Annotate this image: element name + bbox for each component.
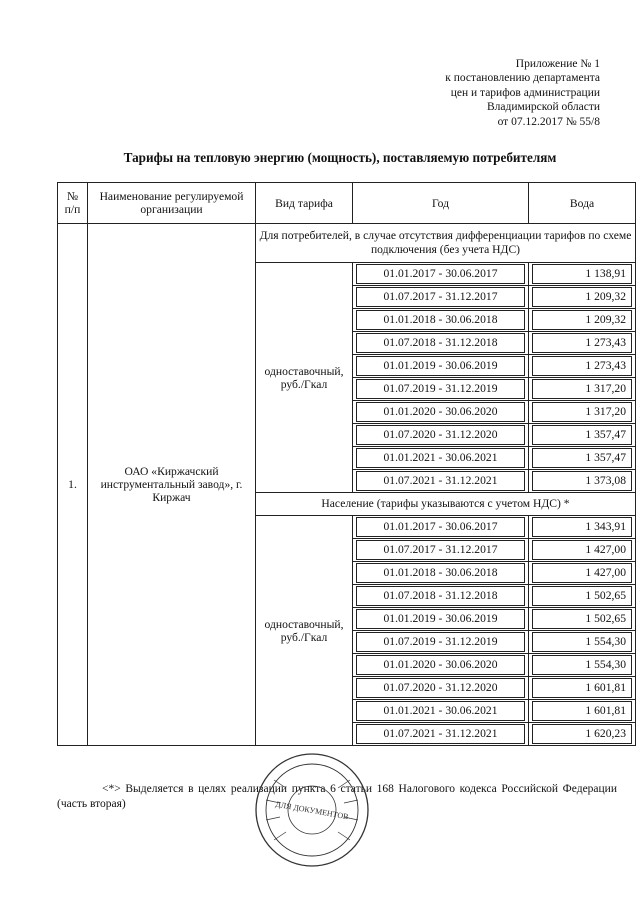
svg-text:ДЛЯ ДОКУМЕНТОВ: ДЛЯ ДОКУМЕНТОВ (274, 799, 350, 822)
water-value-text: 1 502,65 (532, 586, 632, 606)
water-value-text: 1 554,30 (532, 655, 632, 675)
period-text: 01.07.2018 - 31.12.2018 (356, 586, 525, 606)
water-value-cell (529, 654, 636, 677)
water-value-cell (529, 332, 636, 355)
period-cell (353, 447, 529, 470)
water-value-cell (529, 631, 636, 654)
water-value-text: 1 601,81 (532, 701, 632, 721)
appendix-line: к постановлению департамента (445, 72, 600, 85)
water-value-text: 1 273,43 (532, 333, 632, 353)
appendix-line: от 07.12.2017 № 55/8 (497, 115, 600, 128)
group-heading-row (58, 224, 636, 263)
water-value-text: 1 209,32 (532, 310, 632, 330)
period-cell (353, 470, 529, 493)
period-cell (353, 516, 529, 539)
water-value-text: 1 601,81 (532, 678, 632, 698)
period-text: 01.01.2017 - 30.06.2017 (356, 517, 525, 537)
period-text: 01.01.2021 - 30.06.2021 (356, 448, 525, 468)
col-header-water: Вода (529, 183, 636, 224)
water-value-text: 1 357,47 (532, 425, 632, 445)
period-cell (353, 286, 529, 309)
water-value-text: 1 373,08 (532, 471, 632, 491)
period-cell (353, 539, 529, 562)
period-text: 01.01.2020 - 30.06.2020 (356, 655, 525, 675)
period-cell (353, 654, 529, 677)
period-text: 01.07.2017 - 31.12.2017 (356, 540, 525, 560)
water-value-cell (529, 401, 636, 424)
water-value-cell (529, 608, 636, 631)
period-text: 01.01.2018 - 30.06.2018 (356, 563, 525, 583)
water-value-text: 1 343,91 (532, 517, 632, 537)
tariff-table (57, 182, 636, 746)
period-cell (353, 585, 529, 608)
water-value-cell (529, 470, 636, 493)
period-text: 01.07.2019 - 31.12.2019 (356, 632, 525, 652)
water-value-cell (529, 677, 636, 700)
water-value-text: 1 502,65 (532, 609, 632, 629)
period-text: 01.01.2018 - 30.06.2018 (356, 310, 525, 330)
period-cell (353, 631, 529, 654)
period-text: 01.01.2017 - 30.06.2017 (356, 264, 525, 284)
period-cell (353, 562, 529, 585)
water-value-text: 1 427,00 (532, 540, 632, 560)
organization-name: ОАО «Киржачский инструментальный завод», г. Киржач (88, 224, 256, 746)
water-value-cell (529, 286, 636, 309)
col-header-type: Вид тарифа (256, 183, 353, 224)
period-text: 01.07.2020 - 31.12.2020 (356, 678, 525, 698)
water-value-cell (529, 447, 636, 470)
official-stamp (252, 750, 372, 870)
tariff-type: одноставочный, руб./Гкал (256, 516, 353, 746)
table-header-row (58, 183, 636, 224)
period-cell (353, 263, 529, 286)
water-value-cell (529, 516, 636, 539)
period-cell (353, 401, 529, 424)
period-cell (353, 309, 529, 332)
col-header-org: Наименование регулируемой организации (88, 183, 256, 224)
period-cell (353, 355, 529, 378)
water-value-text: 1 554,30 (532, 632, 632, 652)
water-value-text: 1 620,23 (532, 724, 632, 744)
water-value-text: 1 357,47 (532, 448, 632, 468)
water-value-text: 1 138,91 (532, 264, 632, 284)
period-text: 01.01.2020 - 30.06.2020 (356, 402, 525, 422)
appendix-header (380, 57, 600, 129)
period-text: 01.07.2021 - 31.12.2021 (356, 471, 525, 491)
water-value-text: 1 317,20 (532, 379, 632, 399)
water-value-cell (529, 378, 636, 401)
period-text: 01.07.2019 - 31.12.2019 (356, 379, 525, 399)
period-cell (353, 723, 529, 746)
water-value-cell (529, 355, 636, 378)
period-text: 01.01.2019 - 30.06.2019 (356, 609, 525, 629)
water-value-cell (529, 263, 636, 286)
footnote: <*> Выделяется в целях реализации пункта 6 статьи 168 Налогового кодекса Российской Федерации (часть вторая) (57, 783, 617, 810)
water-value-text: 1 209,32 (532, 287, 632, 307)
period-text: 01.01.2021 - 30.06.2021 (356, 701, 525, 721)
appendix-line: цен и тарифов администрации (450, 86, 600, 99)
water-value-cell (529, 585, 636, 608)
period-cell (353, 332, 529, 355)
water-value-text: 1 427,00 (532, 563, 632, 583)
period-cell (353, 677, 529, 700)
water-value-text: 1 273,43 (532, 356, 632, 376)
appendix-line: Владимирской области (486, 101, 600, 114)
water-value-cell (529, 700, 636, 723)
group-heading: Население (тарифы указываются с учетом НДС) * (256, 493, 636, 516)
water-value-cell (529, 309, 636, 332)
water-value-text: 1 317,20 (532, 402, 632, 422)
tariff-type: одноставочный, руб./Гкал (256, 263, 353, 493)
col-header-num: № п/п (58, 183, 88, 224)
period-cell (353, 424, 529, 447)
period-text: 01.07.2017 - 31.12.2017 (356, 287, 525, 307)
period-cell (353, 608, 529, 631)
period-cell (353, 700, 529, 723)
group-heading: Для потребителей, в случае отсутствия дифференциации тарифов по схеме подключения (без учета НДС) (256, 224, 636, 263)
water-value-cell (529, 539, 636, 562)
row-number: 1. (58, 224, 88, 746)
period-cell (353, 378, 529, 401)
water-value-cell (529, 723, 636, 746)
water-value-cell (529, 562, 636, 585)
period-text: 01.07.2021 - 31.12.2021 (356, 724, 525, 744)
document-title: Тарифы на тепловую энергию (мощность), поставляемую потребителям (123, 150, 557, 165)
col-header-year: Год (353, 183, 529, 224)
period-text: 01.07.2020 - 31.12.2020 (356, 425, 525, 445)
water-value-cell (529, 424, 636, 447)
appendix-line: Приложение № 1 (515, 58, 600, 70)
period-text: 01.07.2018 - 31.12.2018 (356, 333, 525, 353)
period-text: 01.01.2019 - 30.06.2019 (356, 356, 525, 376)
